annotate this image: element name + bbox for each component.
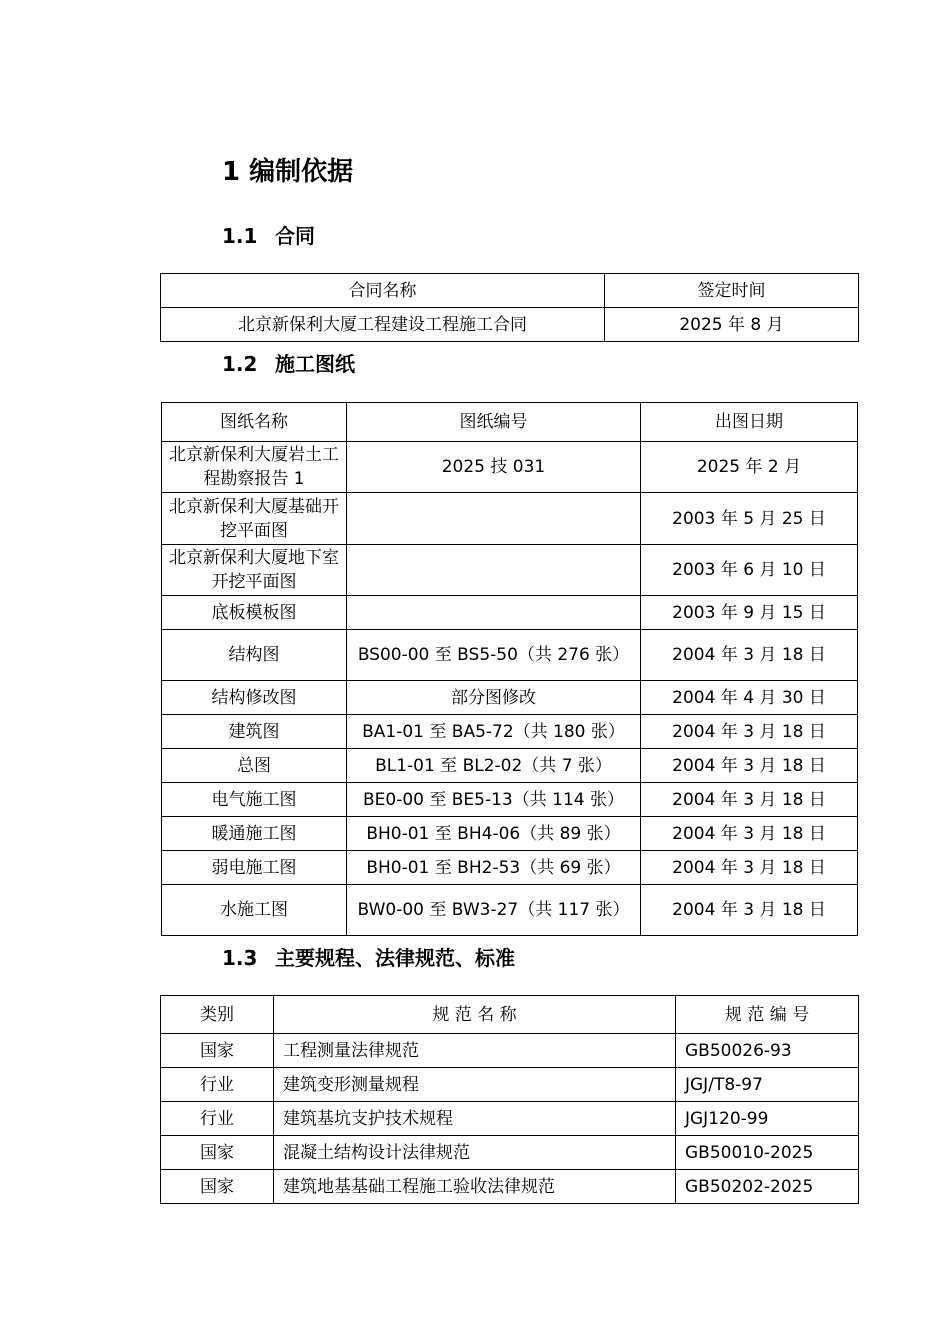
table-cell: BH0-01 至 BH2-53（共 69 张） [347,851,641,885]
table-cell: 弱电施工图 [162,851,347,885]
table-cell: GB50026-93 [676,1034,859,1068]
table-cell: 2025 年 8 月 [605,308,859,342]
table-cell: 建筑图 [162,715,347,749]
table-header-row [161,996,859,1034]
table-cell: 北京新保利大厦岩土工程勘察报告 1 [162,442,347,493]
table-cell: 2004 年 4 月 30 日 [641,681,858,715]
column-header: 图纸编号 [347,403,641,442]
table-cell: BS00-00 至 BS5-50（共 276 张） [347,630,641,681]
table-row [162,545,858,596]
table-cell: 国家 [161,1170,274,1204]
section-heading: 1 编制依据 [222,157,354,187]
table-cell: 水施工图 [162,885,347,936]
subsection-title: 合同 [275,224,315,248]
table-row [161,1136,859,1170]
table-row [161,1102,859,1136]
drawings-table [161,402,858,936]
table-cell: JGJ/T8-97 [676,1068,859,1102]
table-row [162,630,858,681]
table-row [162,817,858,851]
table-cell: 北京新保利大厦地下室开挖平面图 [162,545,347,596]
table-cell: 部分图修改 [347,681,641,715]
column-header: 出图日期 [641,403,858,442]
table-row [161,308,859,342]
subsection-title: 施工图纸 [275,352,355,376]
table-cell: BA1-01 至 BA5-72（共 180 张） [347,715,641,749]
table-cell: BE0-00 至 BE5-13（共 114 张） [347,783,641,817]
table-cell: 2003 年 5 月 25 日 [641,493,858,545]
table-row [161,1034,859,1068]
table-row [162,749,858,783]
table-cell: BH0-01 至 BH4-06（共 89 张） [347,817,641,851]
table-cell [347,493,641,545]
column-header: 签定时间 [605,274,859,308]
table-cell: 建筑地基基础工程施工验收法律规范 [274,1170,676,1204]
table-cell: 2003 年 9 月 15 日 [641,596,858,630]
table-cell: 工程测量法律规范 [274,1034,676,1068]
table-cell: 北京新保利大厦工程建设工程施工合同 [161,308,605,342]
table-cell: 行业 [161,1068,274,1102]
table-row [162,851,858,885]
table-cell: 2004 年 3 月 18 日 [641,783,858,817]
column-header: 规 范 编 号 [676,996,859,1034]
table-header-row [162,403,858,442]
subsection-number: 1.2 [222,352,258,376]
subsection-number: 1.1 [222,224,258,248]
table-cell: 2004 年 3 月 18 日 [641,749,858,783]
table-cell: 2025 技 031 [347,442,641,493]
table-cell: 北京新保利大厦基础开挖平面图 [162,493,347,545]
column-header: 合同名称 [161,274,605,308]
subsection-drawings-heading [222,349,355,379]
table-cell: GB50010-2025 [676,1136,859,1170]
column-header: 类别 [161,996,274,1034]
table-cell: 2004 年 3 月 18 日 [641,715,858,749]
subsection-standards-heading [222,943,515,973]
table-cell: BL1-01 至 BL2-02（共 7 张） [347,749,641,783]
table-cell: 行业 [161,1102,274,1136]
table-cell: 2003 年 6 月 10 日 [641,545,858,596]
table-cell: BW0-00 至 BW3-27（共 117 张） [347,885,641,936]
table-cell: 底板模板图 [162,596,347,630]
table-row [162,783,858,817]
table-cell: 建筑基坑支护技术规程 [274,1102,676,1136]
table-cell: 2004 年 3 月 18 日 [641,817,858,851]
table-cell: 国家 [161,1034,274,1068]
contract-table [160,273,859,342]
table-row [162,885,858,936]
table-cell: 2004 年 3 月 18 日 [641,851,858,885]
table-cell: 2025 年 2 月 [641,442,858,493]
table-row [162,715,858,749]
table-row [162,442,858,493]
subsection-number: 1.3 [222,946,258,970]
table-cell: 电气施工图 [162,783,347,817]
table-row [161,1068,859,1102]
table-cell: 建筑变形测量规程 [274,1068,676,1102]
table-cell: JGJ120-99 [676,1102,859,1136]
table-cell: 2004 年 3 月 18 日 [641,630,858,681]
table-row [161,1170,859,1204]
table-row [162,596,858,630]
table-row [162,681,858,715]
table-cell: 2004 年 3 月 18 日 [641,885,858,936]
column-header: 规 范 名 称 [274,996,676,1034]
table-cell: 结构图 [162,630,347,681]
table-row [162,493,858,545]
table-cell: 暖通施工图 [162,817,347,851]
standards-table [160,995,859,1204]
table-cell: GB50202-2025 [676,1170,859,1204]
subsection-title: 主要规程、法律规范、标准 [275,946,515,970]
table-cell: 结构修改图 [162,681,347,715]
table-cell: 国家 [161,1136,274,1170]
column-header: 图纸名称 [162,403,347,442]
subsection-contract-heading [222,221,315,251]
table-cell [347,545,641,596]
table-cell [347,596,641,630]
table-cell: 总图 [162,749,347,783]
table-cell: 混凝土结构设计法律规范 [274,1136,676,1170]
table-header-row [161,274,859,308]
